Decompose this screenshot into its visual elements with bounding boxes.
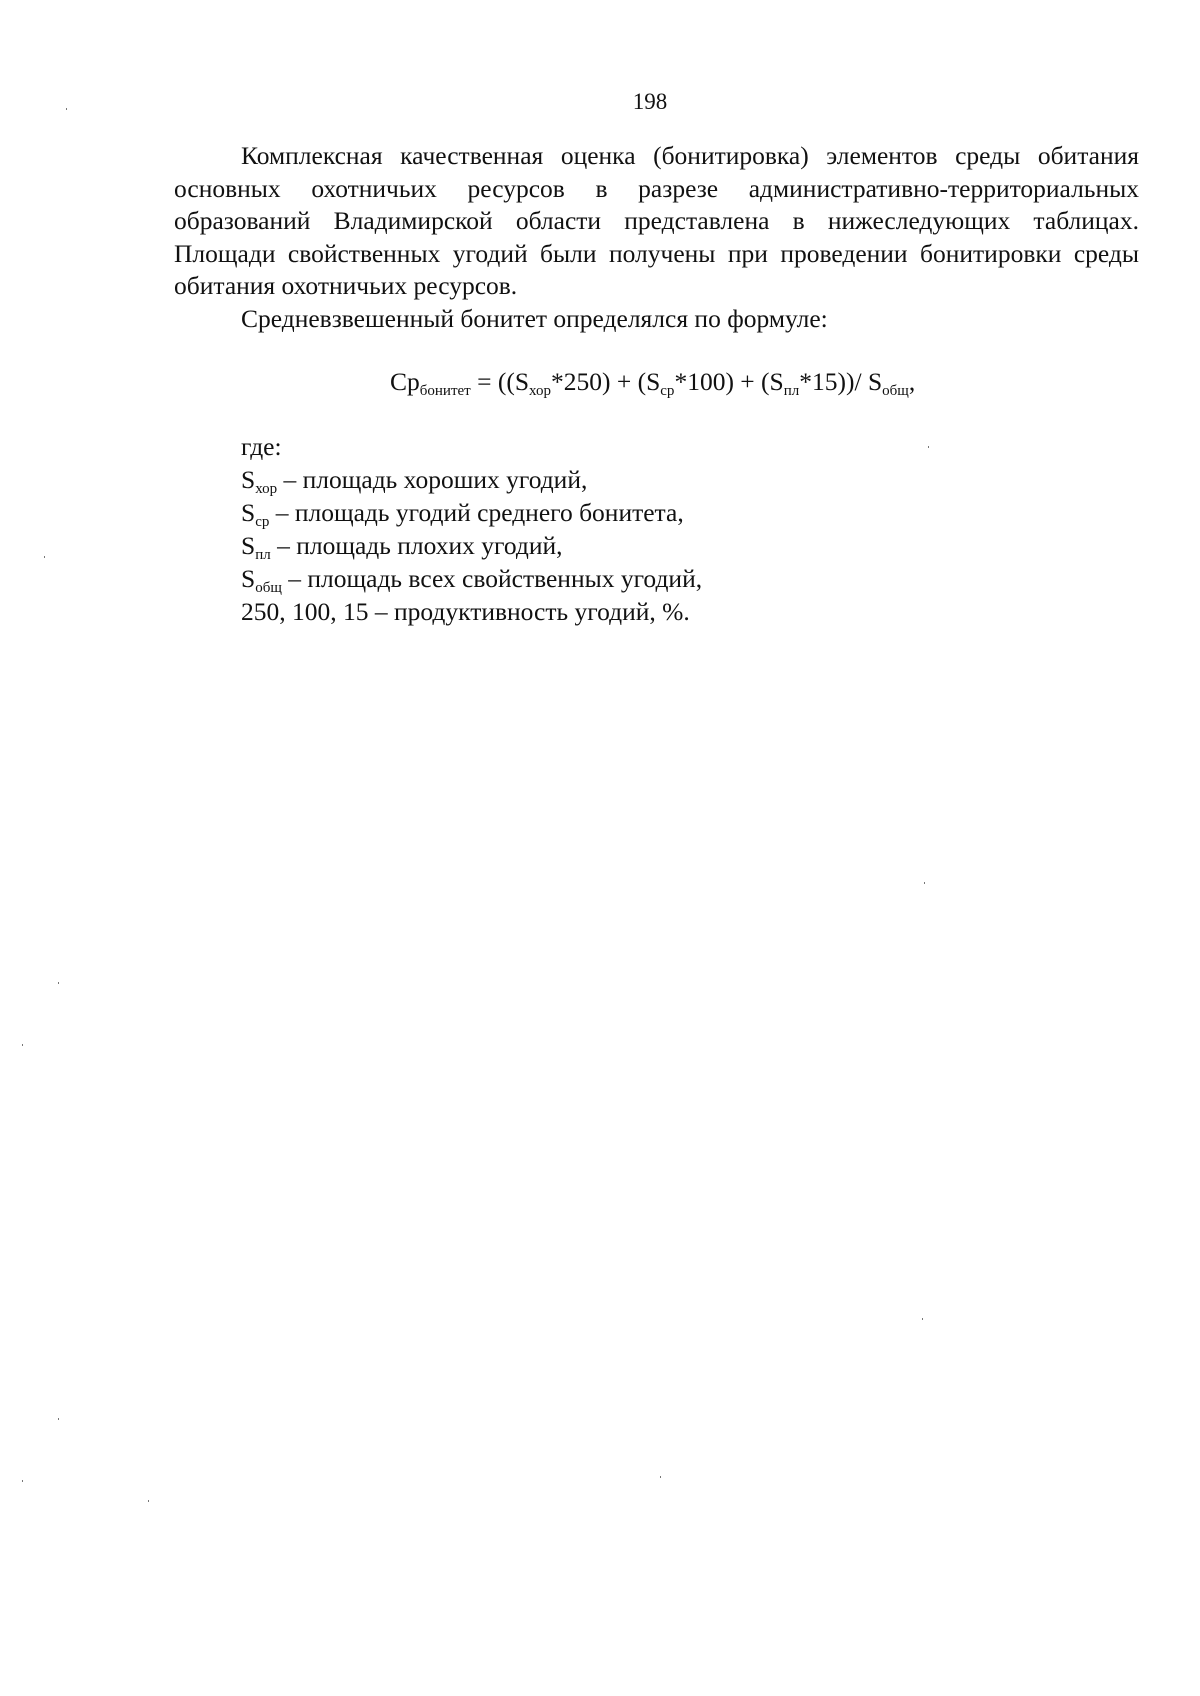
definition-line xyxy=(241,463,702,496)
formula-lhs-subscript: бонитет xyxy=(419,383,471,399)
definition-symbol: S xyxy=(241,498,256,527)
productivity-line: 250, 100, 15 – продуктивность угодий, %. xyxy=(241,597,690,626)
definition-symbol: S xyxy=(241,564,256,593)
definition-subscript: хор xyxy=(255,481,278,497)
bonitet-formula xyxy=(390,366,915,398)
body-text xyxy=(174,140,1139,335)
scan-speck xyxy=(22,1480,23,1482)
formula-lhs: Ср xyxy=(390,367,420,396)
scan-speck xyxy=(928,446,929,448)
scan-speck xyxy=(58,1418,59,1420)
formula-part: *250) + (S xyxy=(550,367,661,396)
scan-speck xyxy=(44,556,45,558)
formula-subscript-total: общ xyxy=(882,383,909,399)
definition-subscript: пл xyxy=(255,547,271,563)
page-number: 198 xyxy=(632,89,668,114)
scan-speck xyxy=(58,982,59,984)
formula-subscript-bad: пл xyxy=(783,383,800,399)
scan-speck xyxy=(660,1476,661,1478)
formula-part: *100) + (S xyxy=(674,367,784,396)
definition-symbol: S xyxy=(241,465,256,494)
definition-symbol: S xyxy=(241,531,256,560)
formula-subscript-good: хор xyxy=(529,383,551,399)
scan-speck xyxy=(148,1500,149,1502)
scan-speck xyxy=(924,882,925,884)
definition-text: – площадь хороших угодий, xyxy=(277,465,588,494)
definition-subscript: общ xyxy=(255,580,282,596)
formula-part: *15))/ S xyxy=(799,367,883,396)
intro-paragraph: Комплексная качественная оценка (бонитировка) элементов среды обитания основных охотничьих ресурсов в разрезе административно-территориальных образований Владимирской области представлена в нижеследующих таблицах. Площади свойственных угодий были получены при проведении бонитировки среды обитания охотничьих ресурсов. xyxy=(174,141,1139,300)
formula-part: , xyxy=(908,367,916,396)
definition-line xyxy=(241,496,702,529)
definition-line xyxy=(241,562,702,595)
definition-subscript: ср xyxy=(255,514,270,530)
definition-text: – площадь угодий среднего бонитета, xyxy=(269,498,684,527)
formula-intro-paragraph: Средневзвешенный бонитет определялся по формуле: xyxy=(241,303,828,333)
formula-part: = ((S xyxy=(470,367,530,396)
scan-speck xyxy=(22,1044,23,1046)
definition-text: – площадь всех свойственных угодий, xyxy=(281,564,703,593)
scan-speck xyxy=(922,1318,923,1320)
formula-subscript-medium: ср xyxy=(660,383,675,399)
where-label: где: xyxy=(241,432,282,461)
definition-line xyxy=(241,529,702,562)
scan-speck xyxy=(66,108,67,110)
definition-text: – площадь плохих угодий, xyxy=(270,531,563,560)
variable-definitions xyxy=(241,430,702,628)
